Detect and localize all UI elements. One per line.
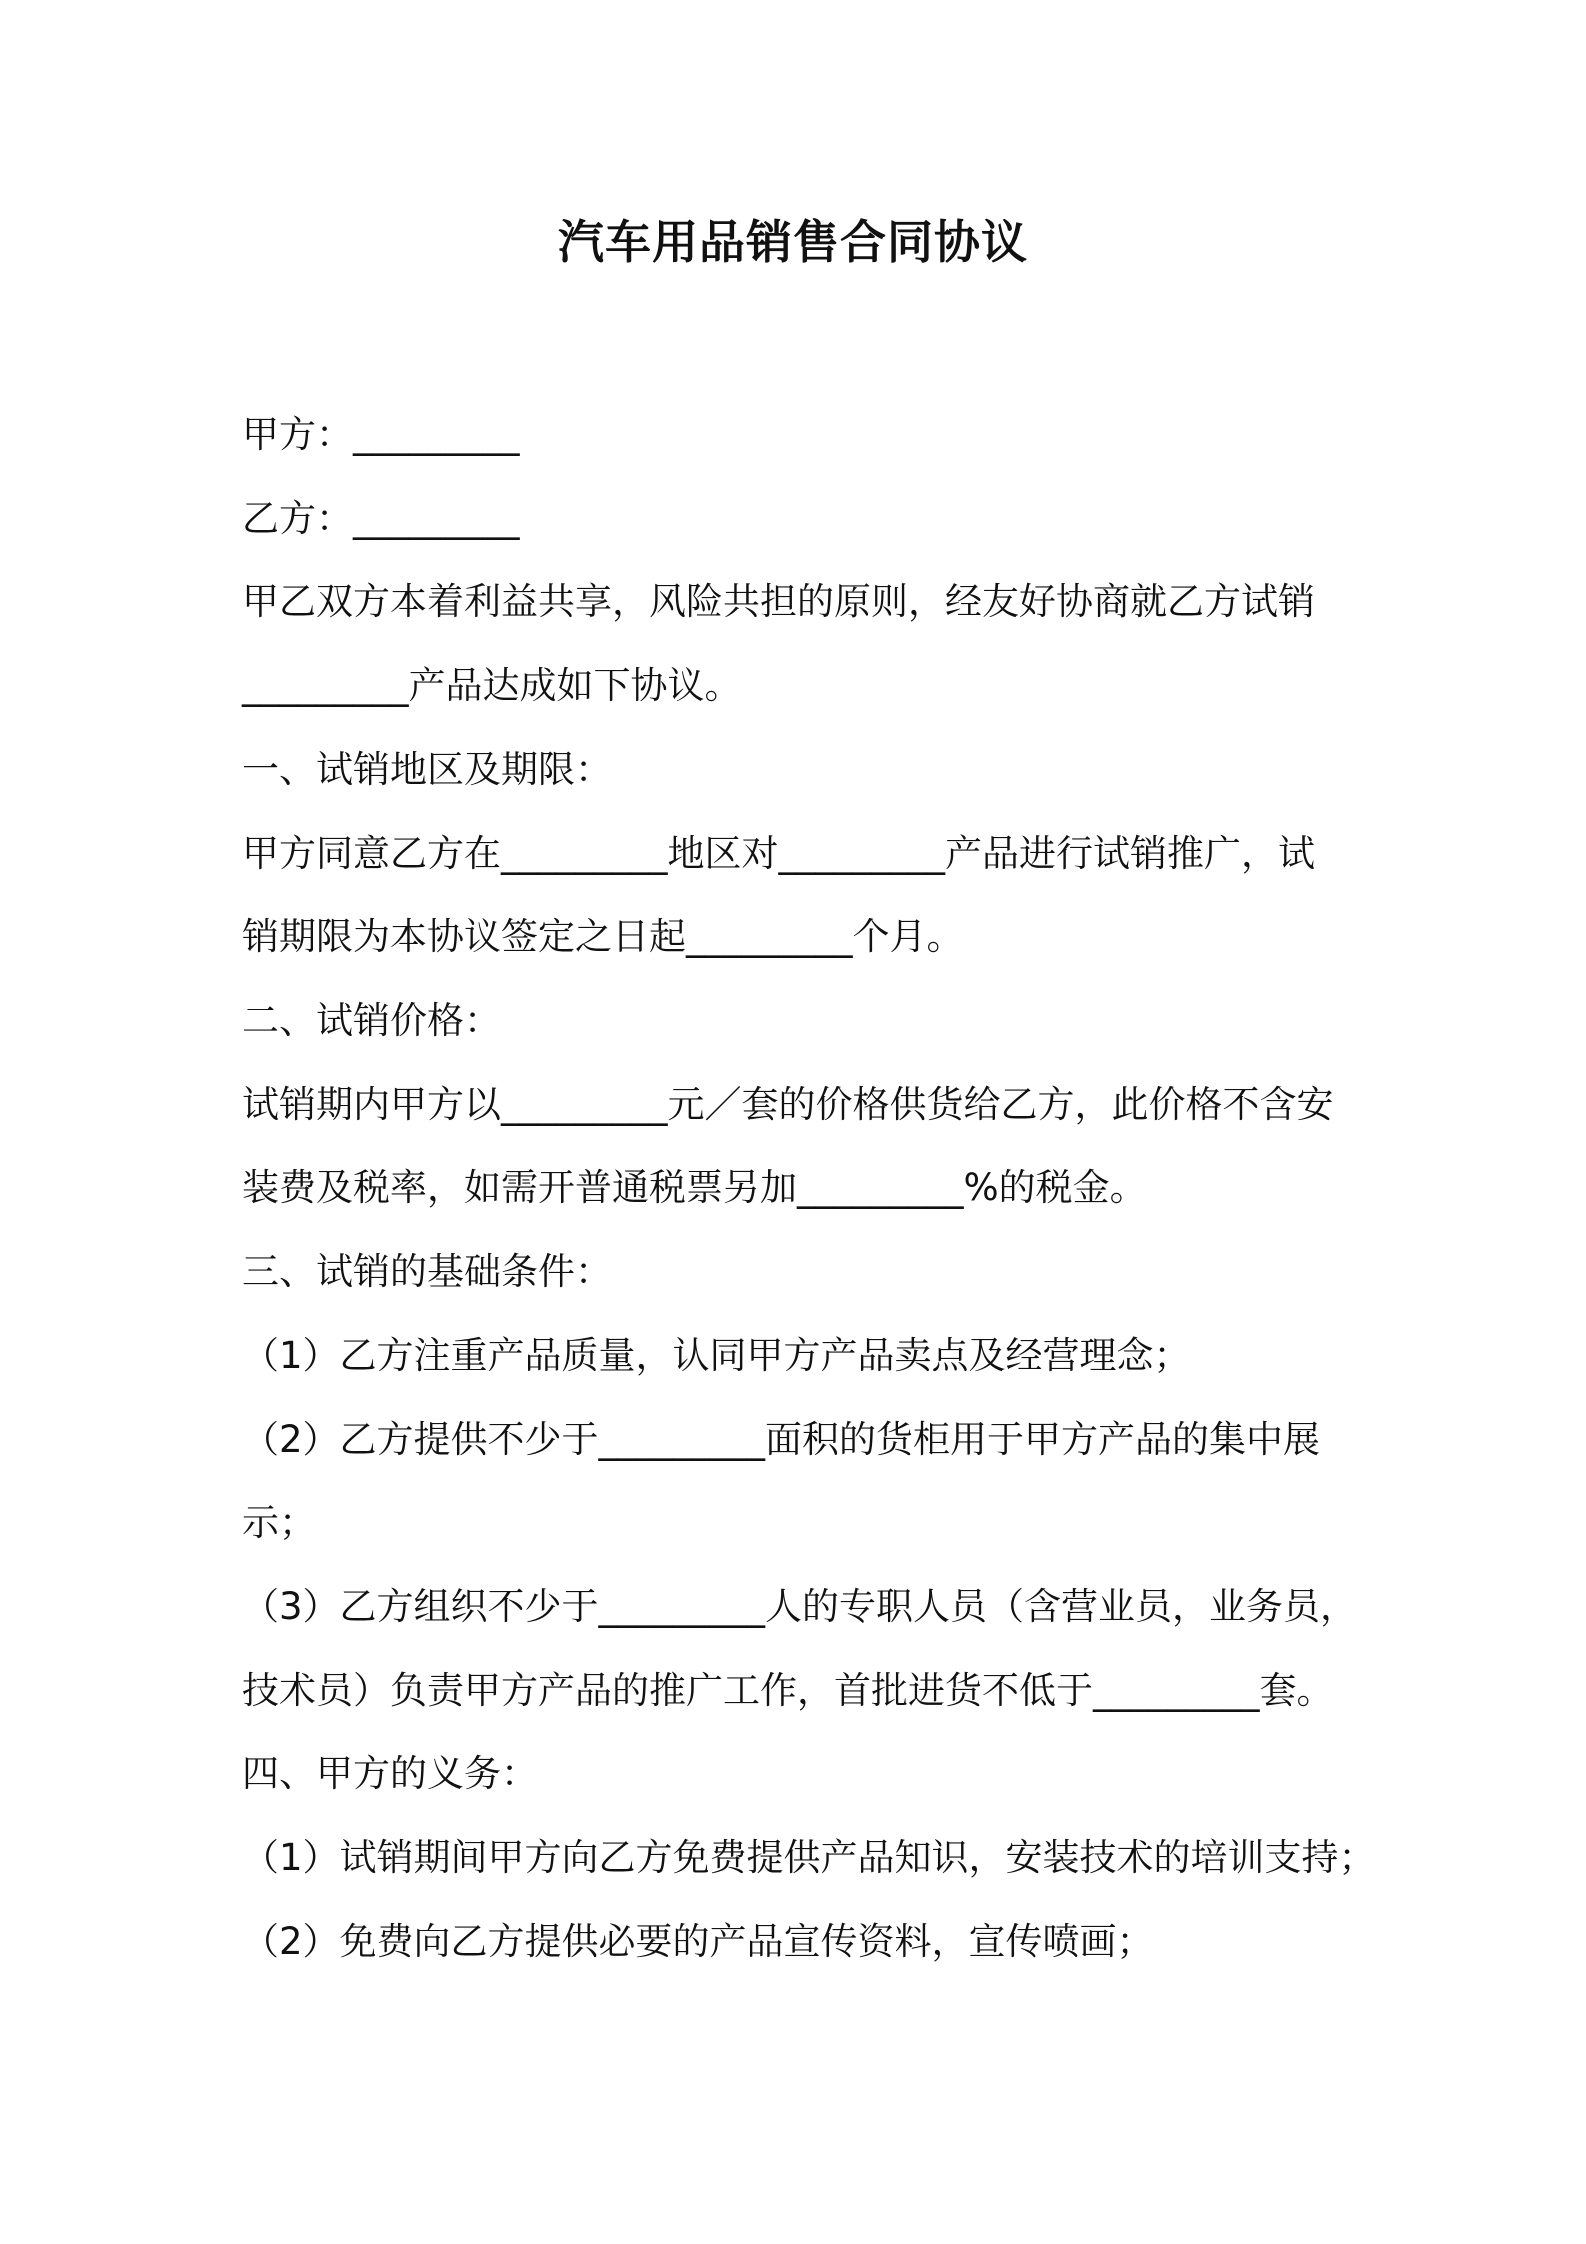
intro-line-2: _________产品达成如下协议。: [242, 664, 742, 707]
section-2-line-2: 装费及税率，如需开普通税票另加_________%的税金。: [242, 1166, 1147, 1209]
document-title: 汽车用品销售合同协议: [558, 215, 1028, 269]
section-3-item-2-line-1: （2）乙方提供不少于_________面积的货柜用于甲方产品的集中展: [242, 1418, 1321, 1461]
party-b-line: 乙方：_________: [242, 497, 520, 540]
section-1-heading: 一、试销地区及期限：: [242, 748, 612, 791]
section-3-item-3-line-1: （3）乙方组织不少于_________人的专职人员（含营业员，业务员，: [242, 1585, 1358, 1628]
section-1-line-1: 甲方同意乙方在_________地区对_________产品进行试销推广，试: [242, 832, 1315, 875]
section-3-item-3-line-2: 技术员）负责甲方产品的推广工作，首批进货不低于_________套。: [242, 1669, 1334, 1712]
section-2-line-1: 试销期内甲方以_________元／套的价格供货给乙方，此价格不含安: [242, 1083, 1334, 1126]
party-a-line: 甲方：_________: [242, 413, 520, 456]
section-4-item-1: （1）试销期间甲方向乙方免费提供产品知识，安装技术的培训支持；: [242, 1836, 1376, 1879]
section-1-line-2: 销期限为本协议签定之日起_________个月。: [242, 915, 964, 958]
section-2-heading: 二、试销价格：: [242, 999, 501, 1042]
section-4-heading: 四、甲方的义务：: [242, 1752, 538, 1795]
section-3-heading: 三、试销的基础条件：: [242, 1250, 612, 1293]
section-3-item-1: （1）乙方注重产品质量，认同甲方产品卖点及经营理念；: [242, 1334, 1191, 1377]
section-4-item-2: （2）免费向乙方提供必要的产品宣传资料，宣传喷画；: [242, 1920, 1154, 1963]
intro-line-1: 甲乙双方本着利益共享，风险共担的原则，经友好协商就乙方试销: [242, 580, 1315, 623]
section-3-item-2-line-2: 示；: [242, 1501, 316, 1544]
